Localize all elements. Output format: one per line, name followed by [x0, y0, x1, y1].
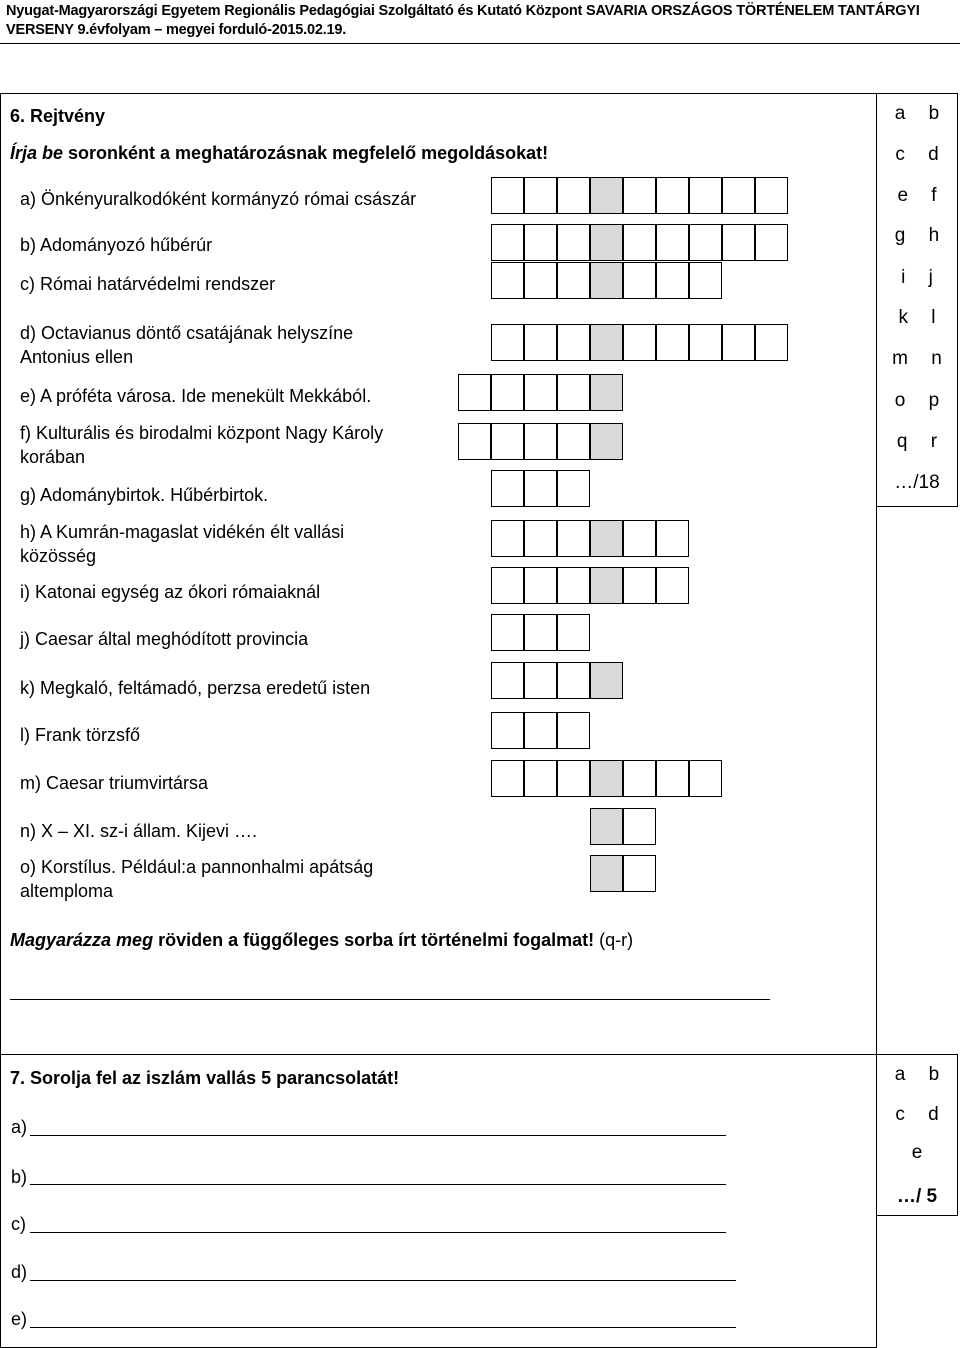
- crossword-key-cell[interactable]: [590, 177, 623, 214]
- header-divider: [0, 43, 960, 44]
- crossword-cell[interactable]: [557, 262, 590, 299]
- task7-box: [0, 1054, 877, 1348]
- score7-row: a b: [894, 1064, 940, 1085]
- score6-row: k l: [898, 307, 936, 328]
- crossword-cell[interactable]: [689, 324, 722, 361]
- crossword-cell[interactable]: [491, 712, 524, 749]
- crossword-cell[interactable]: [557, 662, 590, 699]
- crossword-cell[interactable]: [623, 520, 656, 557]
- document-header: [6, 2, 956, 40]
- crossword-cell[interactable]: [491, 374, 524, 411]
- clue-c: c) Római határvédelmi rendszer: [20, 274, 276, 294]
- crossword-cell[interactable]: [656, 224, 689, 261]
- crossword-cell[interactable]: [656, 177, 689, 214]
- instruction-emphasis: Írja be: [10, 143, 64, 163]
- crossword-cell[interactable]: [656, 324, 689, 361]
- crossword-key-cell[interactable]: [590, 423, 623, 460]
- score7-total: …/ 5: [896, 1186, 938, 1207]
- crossword-cell[interactable]: [623, 567, 656, 604]
- score6-row: q r: [896, 431, 938, 452]
- crossword-cell[interactable]: [524, 177, 557, 214]
- crossword-cell[interactable]: [689, 177, 722, 214]
- crossword-cell[interactable]: [755, 324, 788, 361]
- score7-row: c d: [895, 1104, 939, 1125]
- crossword-cell[interactable]: [491, 177, 524, 214]
- clue-i: i) Katonai egység az ókori rómaiaknál: [20, 582, 321, 602]
- crossword-cell[interactable]: [623, 262, 656, 299]
- crossword-key-cell[interactable]: [590, 262, 623, 299]
- task7-answer-e[interactable]: [30, 1327, 736, 1328]
- crossword-cell[interactable]: [491, 662, 524, 699]
- crossword-key-cell[interactable]: [590, 374, 623, 411]
- crossword-cell[interactable]: [524, 374, 557, 411]
- explain-instruction: [10, 930, 633, 951]
- crossword-cell[interactable]: [524, 224, 557, 261]
- explain-tail: (q-r): [594, 930, 634, 950]
- crossword-cell[interactable]: [623, 224, 656, 261]
- crossword-cell[interactable]: [524, 567, 557, 604]
- clue-b: b) Adományozó hűbérúr: [20, 235, 213, 255]
- crossword-cell[interactable]: [524, 614, 557, 651]
- crossword-cell[interactable]: [524, 423, 557, 460]
- crossword-cell[interactable]: [491, 224, 524, 261]
- crossword-cell[interactable]: [524, 262, 557, 299]
- crossword-cell[interactable]: [623, 855, 656, 892]
- score7-row: e: [911, 1142, 923, 1163]
- crossword-key-cell[interactable]: [590, 520, 623, 557]
- score6-total: …/18: [894, 472, 940, 493]
- crossword-cell[interactable]: [623, 808, 656, 845]
- explain-emphasis: Magyarázza meg: [10, 930, 154, 950]
- crossword-cell[interactable]: [557, 324, 590, 361]
- crossword-cell[interactable]: [491, 520, 524, 557]
- crossword-cell[interactable]: [623, 177, 656, 214]
- clue-e: e) A próféta városa. Ide menekült Mekkából.: [20, 386, 372, 406]
- score6-row: m n: [892, 348, 942, 369]
- crossword-cell[interactable]: [557, 374, 590, 411]
- header-line-2: VERSENY 9.évfolyam – megyei forduló-2015.02.19.: [6, 22, 347, 38]
- task7-label-b: b): [11, 1167, 28, 1187]
- score6-row: g h: [894, 225, 940, 246]
- crossword-cell[interactable]: [491, 324, 524, 361]
- task7-answer-a[interactable]: [30, 1135, 726, 1136]
- crossword-cell[interactable]: [656, 520, 689, 557]
- clue-h: h) A Kumrán-magaslat vidékén élt vallási közösség: [20, 522, 345, 566]
- clue-j: j) Caesar által meghódított provincia: [20, 629, 309, 649]
- crossword-cell[interactable]: [524, 662, 557, 699]
- clue-f: f) Kulturális és birodalmi központ Nagy Károly korában: [20, 423, 384, 467]
- crossword-cell[interactable]: [491, 470, 524, 507]
- crossword-cell[interactable]: [491, 567, 524, 604]
- crossword-cell[interactable]: [557, 470, 590, 507]
- crossword-key-cell[interactable]: [590, 760, 623, 797]
- score6-row: o p: [894, 390, 940, 411]
- score6-row: i j: [901, 267, 933, 288]
- crossword-cell[interactable]: [491, 614, 524, 651]
- task6-instruction: [10, 143, 548, 164]
- clue-a: a) Önkényuralkodóként kormányzó római császár: [20, 189, 417, 209]
- crossword-cell[interactable]: [491, 262, 524, 299]
- crossword-cell[interactable]: [689, 224, 722, 261]
- crossword-cell[interactable]: [623, 760, 656, 797]
- crossword-key-cell[interactable]: [590, 808, 623, 845]
- task7-label-d: d): [11, 1262, 28, 1282]
- crossword-cell[interactable]: [557, 520, 590, 557]
- task7-title: 7. Sorolja fel az iszlám vallás 5 parancsolatát!: [10, 1068, 400, 1088]
- crossword-cell[interactable]: [524, 520, 557, 557]
- score6-row: e f: [897, 185, 937, 206]
- crossword-cell[interactable]: [689, 262, 722, 299]
- task6-title: 6. Rejtvény: [10, 106, 106, 126]
- clue-n: n) X – XI. sz-i állam. Kijevi ….: [20, 821, 258, 841]
- crossword-cell[interactable]: [458, 423, 491, 460]
- crossword-cell[interactable]: [689, 760, 722, 797]
- crossword-cell[interactable]: [722, 177, 755, 214]
- crossword-cell[interactable]: [557, 760, 590, 797]
- crossword-cell[interactable]: [557, 614, 590, 651]
- crossword-cell[interactable]: [491, 423, 524, 460]
- crossword-cell[interactable]: [524, 324, 557, 361]
- crossword-cell[interactable]: [722, 224, 755, 261]
- crossword-cell[interactable]: [623, 324, 656, 361]
- crossword-cell[interactable]: [722, 324, 755, 361]
- crossword-cell[interactable]: [524, 760, 557, 797]
- crossword-key-cell[interactable]: [590, 662, 623, 699]
- crossword-key-cell[interactable]: [590, 567, 623, 604]
- clue-m: m) Caesar triumvirtársa: [20, 773, 209, 793]
- crossword-cell[interactable]: [557, 423, 590, 460]
- explain-text: röviden a függőleges sorba írt történelmi fogalmat!: [153, 930, 595, 950]
- clue-g: g) Adománybirtok. Hűbérbirtok.: [20, 485, 269, 505]
- clue-d: d) Octavianus döntő csatájának helyszíne Antonius ellen: [20, 323, 354, 367]
- crossword-cell[interactable]: [557, 177, 590, 214]
- crossword-key-cell[interactable]: [590, 324, 623, 361]
- header-line-1: Nyugat-Magyarországi Egyetem Regionális Pedagógiai Szolgáltató és Kutató Központ SAVARIA ORSZÁGOS TÖRTÉNELEM TANTÁRGYI: [6, 3, 920, 19]
- task7-answer-c[interactable]: [30, 1232, 726, 1233]
- crossword-cell[interactable]: [755, 177, 788, 214]
- score6-row: c d: [895, 144, 939, 165]
- task7-label-a: a): [11, 1117, 28, 1137]
- crossword-cell[interactable]: [557, 712, 590, 749]
- task7-label-e: e): [11, 1309, 28, 1329]
- crossword-key-cell[interactable]: [590, 855, 623, 892]
- instruction-text: soronként a meghatározásnak megfelelő megoldásokat!: [63, 143, 549, 163]
- crossword-cell[interactable]: [524, 470, 557, 507]
- crossword-cell[interactable]: [557, 567, 590, 604]
- task7-label-c: c): [11, 1214, 26, 1234]
- task7-answer-d[interactable]: [30, 1280, 736, 1281]
- crossword-cell[interactable]: [656, 760, 689, 797]
- crossword-cell[interactable]: [755, 224, 788, 261]
- clue-l: l) Frank törzsfő: [20, 725, 141, 745]
- score6-row: a b: [894, 103, 940, 124]
- clue-k: k) Megkaló, feltámadó, perzsa eredetű isten: [20, 678, 371, 698]
- crossword-cell[interactable]: [458, 374, 491, 411]
- clue-o: o) Korstílus. Például:a pannonhalmi apátság altemploma: [20, 857, 374, 901]
- explain-answer-line[interactable]: [10, 999, 770, 1000]
- crossword-cell[interactable]: [656, 262, 689, 299]
- task7-answer-b[interactable]: [30, 1184, 726, 1185]
- crossword-cell[interactable]: [524, 712, 557, 749]
- crossword-cell[interactable]: [557, 224, 590, 261]
- crossword-key-cell[interactable]: [590, 224, 623, 261]
- crossword-cell[interactable]: [656, 567, 689, 604]
- crossword-cell[interactable]: [491, 760, 524, 797]
